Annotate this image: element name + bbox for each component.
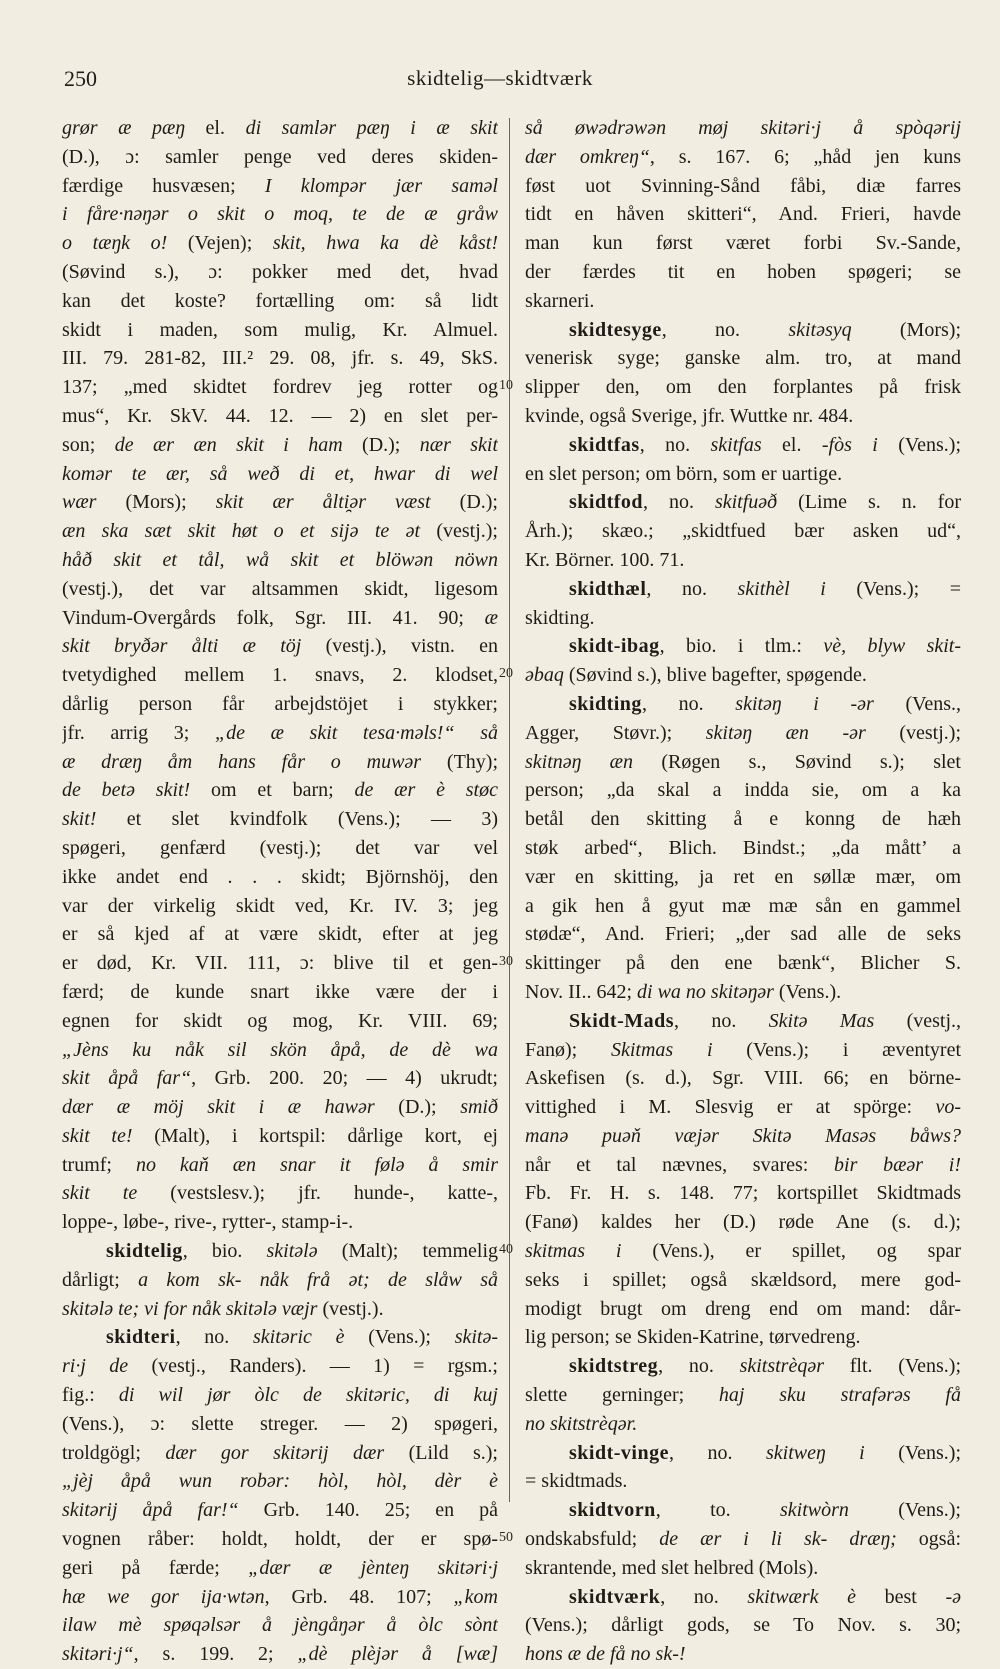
text-line: en slet person; om börn, som er uartige. [525, 462, 843, 485]
text-line: (Vens.), ɔ: slette streger. — 2) spøgeri, [62, 1412, 498, 1435]
page-header [64, 58, 936, 98]
text-line: skidtelig, bio. skitələ (Malt); temmelig [106, 1240, 498, 1263]
text-line: Nov. II.. 642; di wa no skitəŋər (Vens.). [525, 980, 842, 1003]
text-line: skit bryðər ålti æ töj (vestj.), vistn. en [62, 635, 498, 658]
text-line: skit te (vestslesv.); jfr. hunde-, katte-, [62, 1182, 498, 1205]
column-divider [509, 118, 510, 1502]
text-line: er så kjed af at være skidt, efter at jeg [62, 923, 498, 946]
text-line: stødæ“, And. Frieri; „der sad alle de seks [525, 923, 961, 946]
text-line: skarneri. [525, 289, 595, 312]
text-line: skidting. [525, 606, 595, 629]
text-line: egnen for skidt og mog, Kr. VIII. 69; [62, 1009, 498, 1032]
text-line: əbaq (Søvind s.), blive bagefter, spøgende. [525, 664, 867, 687]
text-line: vær en skitting, ja ret en søllæ mær, om [525, 865, 961, 888]
text-line: skidteri, no. skitəric è (Vens.); skitə- [106, 1326, 498, 1349]
text-line: mus“, Kr. SkV. 44. 12. — 2) en slet per- [62, 404, 498, 427]
text-line: de betə skit! om et barn; de ær è støc [62, 779, 498, 802]
line-number-marker: 30 [499, 954, 513, 970]
text-line: o tæŋk o! (Vejen); skit, hwa ka dè kåst! [62, 232, 498, 255]
text-line: var der virkelig skidt ved, Kr. IV. 3; jeg [62, 894, 498, 917]
text-line: betål den skitting å e konng de hæh [525, 808, 961, 831]
text-line: skitnəŋ æn (Røgen s., Søvind s.); slet [525, 750, 961, 773]
text-line: komər te ær, så weð di et, hwar di wel [62, 462, 498, 485]
text-line: er død, Kr. VII. 111, ɔ: blive til et gen- [62, 952, 498, 975]
text-line: geri på færde; „dær æ jènteŋ skitəri·j [62, 1556, 498, 1579]
text-line: æn ska sæt skit høt o et sijə te ət (vestj.); [62, 520, 498, 543]
text-line: dær æ möj skit i æ hawər (D.); smið [62, 1096, 498, 1119]
text-line: III. 79. 281-82, III.² 29. 08, jfr. s. 49, SkS. [62, 347, 498, 370]
text-line: dårlig person får arbejdstöjet i stykker; [62, 692, 498, 715]
text-line: person; „da skal a indda sie, om a ka [525, 779, 961, 802]
text-line: dårligt; a kom sk- nåk frå ət; de slåw så [62, 1268, 498, 1291]
text-line: a gik hen å gyut mæ mæ sån en gammel [525, 894, 961, 917]
text-line: hons æ de få no sk-! [525, 1643, 686, 1666]
text-line: trumf; no kaň æn snar it følə å smir [62, 1153, 498, 1176]
line-number-marker: 50 [499, 1530, 513, 1546]
text-line: Årh.); skæo.; „skidtfued bær asken ud“, [525, 520, 961, 543]
text-line: (vestj.), det var altsammen skidt, ligesom [62, 577, 498, 600]
text-line: tvetydighed mellem 1. snavs, 2. klodset, [62, 664, 498, 687]
text-line: skidtfod, no. skitfuəð (Lime s. n. for [569, 491, 961, 514]
text-line: æ dræŋ åm hans får o muwər (Thy); [62, 750, 498, 773]
text-line: skidthæl, no. skithèl i (Vens.); = [569, 577, 961, 600]
text-line: færd; de kunde snart ikke være der i [62, 980, 498, 1003]
text-line: vittighed i M. Slesvig er at spörge: vo- [525, 1096, 961, 1119]
text-line: kan det koste? fortælling om: så lidt [62, 289, 498, 312]
text-line: skit! et slet kvindfolk (Vens.); — 3) [62, 808, 498, 831]
text-line: i fåre·nəŋər o skit o moq, te de æ gråw [62, 203, 498, 226]
text-line: færdige husvæsen; I klompər jær saməl [62, 174, 498, 197]
text-line: håð skit et tål, wå skit et blöwən nöwn [62, 548, 498, 571]
text-line: skit åpå far“, Grb. 200. 20; — 4) ukrudt; [62, 1067, 498, 1090]
text-line: ondskabsfuld; de ær i li sk- dræŋ; også: [525, 1528, 961, 1551]
text-line: ilaw mè spøqəlsər å jèngåŋər å òlc sònt [62, 1614, 498, 1637]
text-line: 137; „med skidtet fordrev jeg rotter og [62, 376, 498, 399]
text-line: skidt-ibag, bio. i tlm.: vè, blyw skit- [569, 635, 961, 658]
text-line: slipper den, om den forplantes på frisk [525, 376, 961, 399]
text-line: „jèj åpå wun robər: hòl, hòl, dèr è [62, 1470, 498, 1493]
text-line: skit te! (Malt), i kortspil: dårlige kort, ej [62, 1124, 498, 1147]
text-line: Kr. Börner. 100. 71. [525, 548, 685, 571]
text-line: dær omkreŋ“, s. 167. 6; „håd jen kuns [525, 145, 961, 168]
line-number-marker: 10 [499, 378, 513, 394]
text-line: slette gerninger; haj sku strafərəs få [525, 1384, 961, 1407]
text-line: Vindum-Overgårds folk, Sgr. III. 41. 90; æ [62, 606, 498, 629]
text-line: Agger, Støvr.); skitəŋ æn -ər (vestj.); [525, 721, 961, 744]
line-number-marker: 20 [499, 666, 513, 682]
text-line: seks i spillet; også skældsord, mere god- [525, 1268, 961, 1291]
text-line: (Fanø) kaldes her (D.) røde Ane (s. d.); [525, 1211, 961, 1234]
text-line: skidt-vinge, no. skitweŋ i (Vens.); [569, 1441, 961, 1464]
text-line: vognen råber: holdt, holdt, der er spø- [62, 1528, 498, 1551]
text-line: hæ we gor ija·wtən, Grb. 48. 107; „kom [62, 1585, 498, 1608]
text-line: skidtværk, no. skitwærk è best -ə [569, 1585, 961, 1608]
text-line: venerisk syge; ganske alm. tro, at mand [525, 347, 961, 370]
text-line: troldgögl; dær gor skitərij dær (Lild s.); [62, 1441, 498, 1464]
text-line: skitəri·j“, s. 199. 2; „dè plèjər å [wæ] [62, 1643, 498, 1666]
text-line: son; de ær æn skit i ham (D.); nær skit [62, 433, 498, 456]
text-line: skidtstreg, no. skitstrèqər flt. (Vens.); [569, 1355, 961, 1378]
text-line: jfr. arrig 3; „de æ skit tesa·məls!“ så [62, 721, 498, 744]
text-line: loppe-, løbe-, rive-, rytter-, stamp-i-. [62, 1211, 354, 1234]
text-line: no skitstrèqər. [525, 1412, 638, 1435]
text-line: tidt en håven skitteri“, And. Frieri, havde [525, 203, 961, 226]
text-line: (Vens.); dårligt gods, se To Nov. s. 30; [525, 1614, 961, 1637]
text-line: (D.), ɔ: samler penge ved deres skiden- [62, 145, 498, 168]
left-column [62, 114, 498, 1669]
text-line: støk arbed“, Blich. Bindst.; „da mått’ a [525, 836, 961, 859]
text-line: skitərij åpå far!“ Grb. 140. 25; en på [62, 1499, 498, 1522]
text-line: = skidtmads. [525, 1470, 628, 1493]
text-line: Skidt-Mads, no. Skitə Mas (vestj., [569, 1009, 961, 1032]
text-line: skidtvorn, to. skitwòrn (Vens.); [569, 1499, 961, 1522]
text-line: kvinde, også Sverige, jfr. Wuttke nr. 484. [525, 404, 854, 427]
page-number: 250 [64, 66, 97, 91]
text-line: skidt i maden, som mulig, Kr. Almuel. [62, 318, 498, 341]
text-line: så øwədrəwən møj skitəri·j å spòqərij [525, 117, 961, 139]
text-line: modigt brugt om dreng end om mand: dår- [525, 1297, 961, 1320]
text-line: fig.: di wil jør òlc de skitəric, di kuj [62, 1384, 498, 1407]
text-line: når et tal nævnes, svares: bir bæər i! [525, 1153, 961, 1176]
running-head: skidtelig—skidtværk [407, 66, 593, 90]
text-line: grør æ pæŋ el. di samlər pæŋ i æ skit [62, 117, 498, 139]
text-line: der færdes tit en hoben spøgeri; se [525, 260, 961, 283]
text-line: „Jèns ku nåk sil skön åpå, de dè wa [62, 1038, 498, 1061]
right-column [525, 114, 961, 1669]
text-line: føst uot Svinning-Sånd fåbi, diæ farres [525, 174, 961, 197]
text-line: skidting, no. skitəŋ i -ər (Vens., [569, 692, 961, 715]
text-line: skittinger på den ene bænk“, Blicher S. [525, 952, 961, 975]
text-line: manə puəň væjər Skitə Masəs båws? [525, 1124, 961, 1147]
text-line: spøgeri, genfærd (vestj.); det var vel [62, 836, 498, 859]
text-line: wær (Mors); skit ær ålti̯ər væst (D.); [62, 491, 498, 514]
text-line: Fb. Fr. H. s. 148. 77; kortspillet Skidtmads [525, 1182, 961, 1205]
text-line: Fanø); Skitmas i (Vens.); i æventyret [525, 1038, 961, 1061]
text-line: ri·j de (vestj., Randers). — 1) = rgsm.; [62, 1355, 498, 1378]
text-line: skidtesyge, no. skitəsyq (Mors); [569, 318, 961, 341]
text-line: (Søvind s.), ɔ: pokker med det, hvad [62, 260, 498, 283]
text-line: ikke andet end . . . skidt; Björnshöj, den [62, 865, 498, 888]
text-line: man kun først været forbi Sv.-Sande, [525, 232, 961, 255]
line-number-marker: 40 [499, 1242, 513, 1258]
text-line: skitmas i (Vens.), er spillet, og spar [525, 1240, 961, 1263]
text-line: Askefisen (s. d.), Sgr. VIII. 66; en börne- [525, 1067, 961, 1090]
text-line: lig person; se Skiden-Katrine, tørvedreng. [525, 1326, 861, 1349]
text-line: skrantende, med slet helbred (Mols). [525, 1556, 819, 1579]
text-line: skitələ te; vi for nåk skitələ væjr (vestj.). [62, 1297, 384, 1320]
text-line: skidtfas, no. skitfas el. -fòs i (Vens.); [569, 433, 961, 456]
